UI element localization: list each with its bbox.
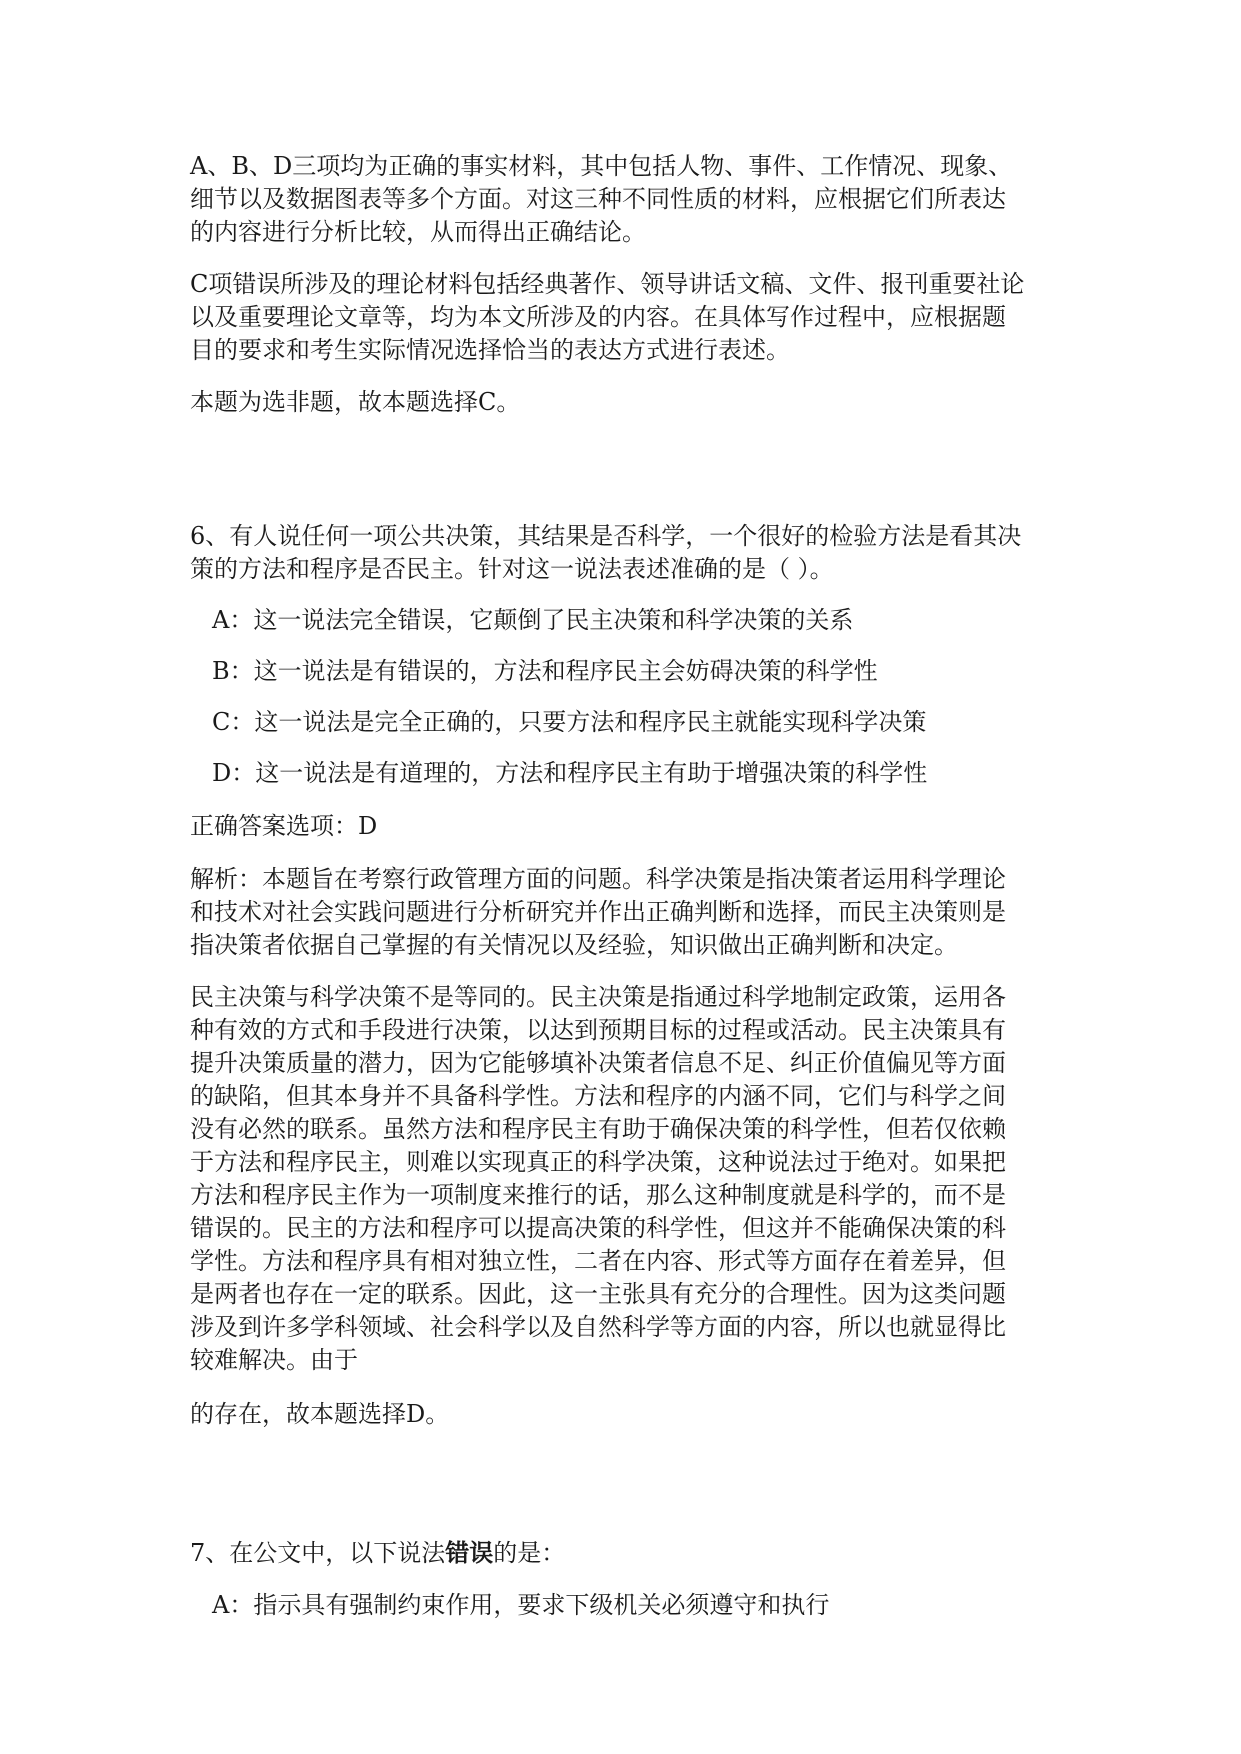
question-6-analysis-1: 解析：本题旨在考察行政管理方面的问题。科学决策是指决策者运用科学理论 和技术对社会实践问题进行分析研究并作出正确判断和选择，而民主决策则是 指决策者依据自己掌握的有关情况以及经验，知识做出正确判断和决定。	[190, 865, 1006, 959]
question-7-stem-suffix: 的是：	[493, 1539, 566, 1567]
prev-explanation-paragraph-1: A、B、D三项均为正确的事实材料，其中包括人物、事件、工作情况、现象、 细节以及数据图表等多个方面。对这三种不同性质的材料，应根据它们所表达 的内容进行分析比较，从而得出正确结论。	[190, 152, 1013, 246]
question-7-option-a: A：指示具有强制约束作用，要求下级机关必须遵守和执行	[212, 1591, 830, 1619]
question-6-option-d: D：这一说法是有道理的，方法和程序民主有助于增强决策的科学性	[212, 759, 928, 787]
question-7-stem-prefix: 7、在公文中，以下说法	[190, 1539, 446, 1567]
question-7-stem	[190, 1536, 1050, 1570]
question-6-option-a: A：这一说法完全错误，它颠倒了民主决策和科学决策的关系	[212, 606, 854, 634]
question-6-stem: 6、有人说任何一项公共决策，其结果是否科学，一个很好的检验方法是看其决 策的方法和程序是否民主。针对这一说法表述准确的是（ ）。	[190, 522, 1022, 583]
prev-explanation-paragraph-3: 本题为选非题，故本题选择C。	[190, 388, 521, 416]
question-6-analysis-3: 的存在，故本题选择D。	[190, 1400, 450, 1428]
question-7-stem-emphasis: 错误	[445, 1538, 494, 1567]
question-6-option-b: B：这一说法是有错误的，方法和程序民主会妨碍决策的科学性	[212, 657, 878, 685]
question-6-answer: 正确答案选项：D	[190, 812, 378, 840]
question-6-option-c: C：这一说法是完全正确的，只要方法和程序民主就能实现科学决策	[212, 708, 927, 736]
question-6-analysis-2: 民主决策与科学决策不是等同的。民主决策是指通过科学地制定政策，运用各 种有效的方式和手段进行决策，以达到预期目标的过程或活动。民主决策具有 提升决策质量的潜力，因为它能够填补决策者信息不足、纠正价值偏见等方面 的缺陷，但其本身并不具备科学性。方法和程序的内涵不同，它们与科学之间 没有必然的联系。虽然方法和程序民主有助于确保决策的科学性，但若仅依赖 于方法和程序民主，则难以实现真正的科学决策，这种说法过于绝对。如果把 方法和程序民主作为一项制度来推行的话，那么这种制度就是科学的，而不是 错误的。民主的方法和程序可以提高决策的科学性，但这并不能确保决策的科 学性。方法和程序具有相对独立性，二者在内容、形式等方面存在着差异，但 是两者也存在一定的联系。因此，这一主张具有充分的合理性。因为这类问题 涉及到许多学科领域、社会科学以及自然科学等方面的内容，所以也就显得比 较难解决。由于	[190, 983, 1006, 1374]
prev-explanation-paragraph-2: C项错误所涉及的理论材料包括经典著作、领导讲话文稿、文件、报刊重要社论 以及重要理论文章等，均为本文所涉及的内容。在具体写作过程中，应根据题 目的要求和考生实际情况选择恰当的表达方式进行表述。	[190, 270, 1025, 364]
